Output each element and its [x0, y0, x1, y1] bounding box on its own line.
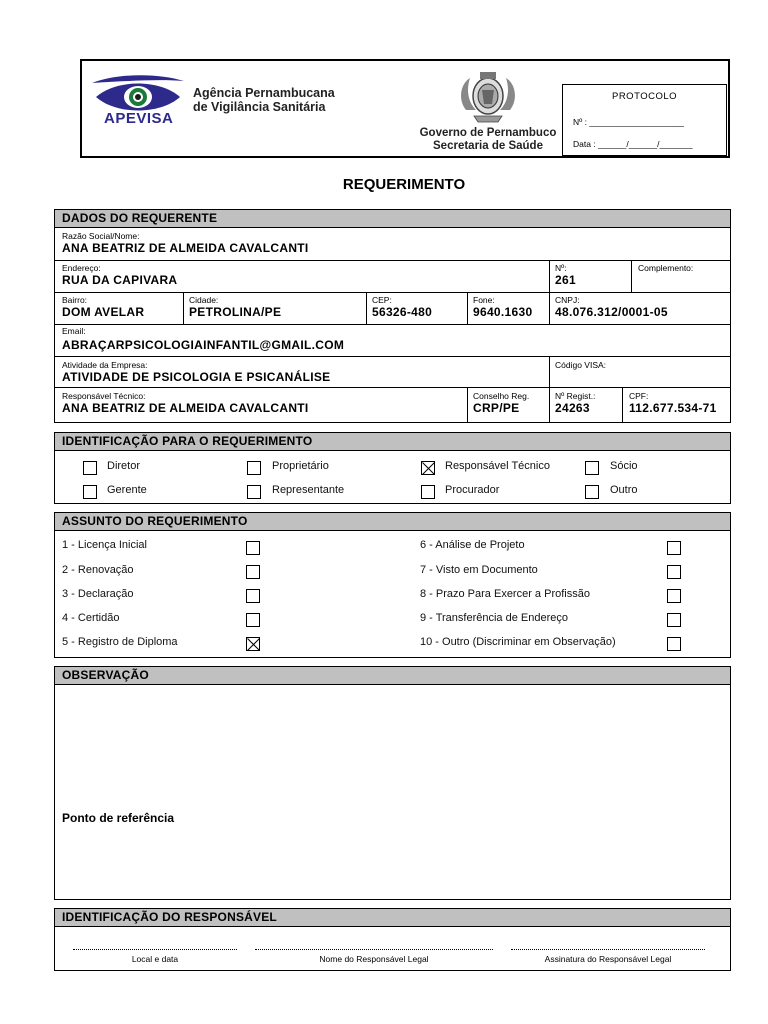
section-heading: IDENTIFICAÇÃO PARA O REQUERIMENTO — [55, 433, 730, 451]
razao-social-label: Razão Social/Nome: — [62, 231, 140, 241]
endereco-value: RUA DA CAPIVARA — [62, 273, 178, 287]
assunto-licenca-inicial: 1 - Licença Inicial — [62, 539, 147, 551]
observacao-textarea[interactable] — [55, 685, 730, 899]
checkbox-procurador[interactable] — [421, 485, 435, 499]
cep-label: CEP: — [372, 295, 392, 305]
assunto-analise-projeto: 6 - Análise de Projeto — [420, 539, 525, 551]
agency-name-line2: de Vigilância Sanitária — [193, 100, 326, 114]
fone-label: Fone: — [473, 295, 495, 305]
cpf-label: CPF: — [629, 391, 649, 401]
fone-value: 9640.1630 — [473, 305, 533, 319]
cnpj-label: CNPJ: — [555, 295, 580, 305]
identificacao-section — [54, 432, 731, 504]
responsavel-section — [54, 908, 731, 971]
cep-value: 56326-480 — [372, 305, 433, 319]
atividade-value: ATIVIDADE DE PSICOLOGIA E PSICANÁLISE — [62, 370, 331, 384]
section-heading: DADOS DO REQUERENTE — [55, 210, 730, 228]
protocolo-box — [562, 84, 727, 156]
apevisa-logo-text: APEVISA — [104, 110, 174, 127]
checkbox-transferencia-endereco[interactable] — [667, 613, 681, 627]
local-data-line[interactable] — [73, 949, 237, 950]
health-secretariat-name: Secretaria de Saúde — [433, 140, 543, 152]
conselho-label: Conselho Reg. — [473, 391, 530, 401]
agency-name-line1: Agência Pernambucana — [193, 86, 335, 100]
assunto-certidao: 4 - Certidão — [62, 612, 120, 624]
endereco-label: Endereço: — [62, 263, 101, 273]
protocolo-numero: Nº : ____________________ — [573, 117, 684, 127]
registro-label: Nº Regist.: — [555, 391, 596, 401]
numero-value: 261 — [555, 273, 576, 287]
option-socio: Sócio — [610, 460, 638, 472]
checkbox-analise-projeto[interactable] — [667, 541, 681, 555]
cpf-value: 112.677.534-71 — [629, 401, 717, 415]
pernambuco-coat-of-arms-icon — [456, 70, 520, 124]
atividade-label: Atividade da Empresa: — [62, 360, 148, 370]
option-responsavel-tecnico: Responsável Técnico — [445, 460, 550, 472]
ponto-referencia-label: Ponto de referência — [62, 811, 175, 825]
option-outro: Outro — [610, 484, 638, 496]
option-gerente: Gerente — [107, 484, 147, 496]
cidade-label: Cidade: — [189, 295, 219, 305]
complemento-label: Complemento: — [638, 263, 694, 273]
checkbox-outro-assunto[interactable] — [667, 637, 681, 651]
dados-requerente-section — [54, 209, 731, 423]
checkbox-socio[interactable] — [585, 461, 599, 475]
razao-social-value: ANA BEATRIZ DE ALMEIDA CAVALCANTI — [62, 241, 309, 255]
option-representante: Representante — [272, 484, 345, 496]
numero-label: Nº: — [555, 263, 567, 273]
email-value: ABRAÇARPSICOLOGIAINFANTIL@GMAIL.COM — [62, 338, 345, 352]
assunto-declaracao: 3 - Declaração — [62, 588, 134, 600]
assunto-visto-documento: 7 - Visto em Documento — [420, 564, 538, 576]
responsavel-tecnico-label: Responsável Técnico: — [62, 391, 146, 401]
email-label: Email: — [62, 326, 86, 336]
checkbox-certidao[interactable] — [246, 613, 260, 627]
government-name: Governo de Pernambuco — [419, 127, 557, 139]
assinatura-line[interactable] — [511, 949, 705, 950]
section-heading: IDENTIFICAÇÃO DO RESPONSÁVEL — [55, 909, 730, 927]
checkbox-proprietario[interactable] — [247, 461, 261, 475]
option-proprietario: Proprietário — [272, 460, 329, 472]
checkbox-outro[interactable] — [585, 485, 599, 499]
bairro-label: Bairro: — [62, 295, 88, 305]
checkbox-responsavel-tecnico[interactable] — [421, 461, 435, 475]
nome-responsavel-label: Nome do Responsável Legal — [319, 954, 429, 964]
section-heading: ASSUNTO DO REQUERIMENTO — [55, 513, 730, 531]
checkbox-licenca-inicial[interactable] — [246, 541, 260, 555]
bairro-value: DOM AVELAR — [62, 305, 145, 319]
option-procurador: Procurador — [445, 484, 500, 496]
protocolo-title: PROTOCOLO — [611, 91, 678, 102]
responsavel-tecnico-value: ANA BEATRIZ DE ALMEIDA CAVALCANTI — [62, 401, 309, 415]
nome-responsavel-line[interactable] — [255, 949, 493, 950]
cidade-value: PETROLINA/PE — [189, 305, 282, 319]
assunto-prazo-profissao: 8 - Prazo Para Exercer a Profissão — [420, 588, 590, 600]
assunto-registro-diploma: 5 - Registro de Diploma — [62, 636, 178, 648]
protocolo-data: Data : ______/______/_______ — [573, 139, 693, 149]
registro-value: 24263 — [555, 401, 590, 415]
assunto-transferencia-endereco: 9 - Transferência de Endereço — [420, 612, 568, 624]
checkbox-registro-diploma[interactable] — [246, 637, 260, 651]
checkbox-visto-documento[interactable] — [667, 565, 681, 579]
checkbox-renovacao[interactable] — [246, 565, 260, 579]
assunto-outro: 10 - Outro (Discriminar em Observação) — [420, 636, 616, 648]
assunto-renovacao: 2 - Renovação — [62, 564, 134, 576]
checkbox-prazo-profissao[interactable] — [667, 589, 681, 603]
conselho-value: CRP/PE — [473, 401, 520, 415]
codigo-visa-label: Código VISA: — [555, 360, 607, 370]
assinatura-label: Assinatura do Responsável Legal — [544, 954, 672, 964]
option-diretor: Diretor — [107, 460, 141, 472]
checkbox-gerente[interactable] — [83, 485, 97, 499]
local-data-label: Local e data — [131, 954, 179, 964]
section-heading: OBSERVAÇÃO — [55, 667, 730, 685]
checkbox-diretor[interactable] — [83, 461, 97, 475]
observacao-section — [54, 666, 731, 900]
cnpj-value: 48.076.312/0001-05 — [555, 305, 668, 319]
checkbox-declaracao[interactable] — [246, 589, 260, 603]
checkbox-representante[interactable] — [247, 485, 261, 499]
document-title: REQUERIMENTO — [342, 176, 466, 193]
assunto-section — [54, 512, 731, 658]
